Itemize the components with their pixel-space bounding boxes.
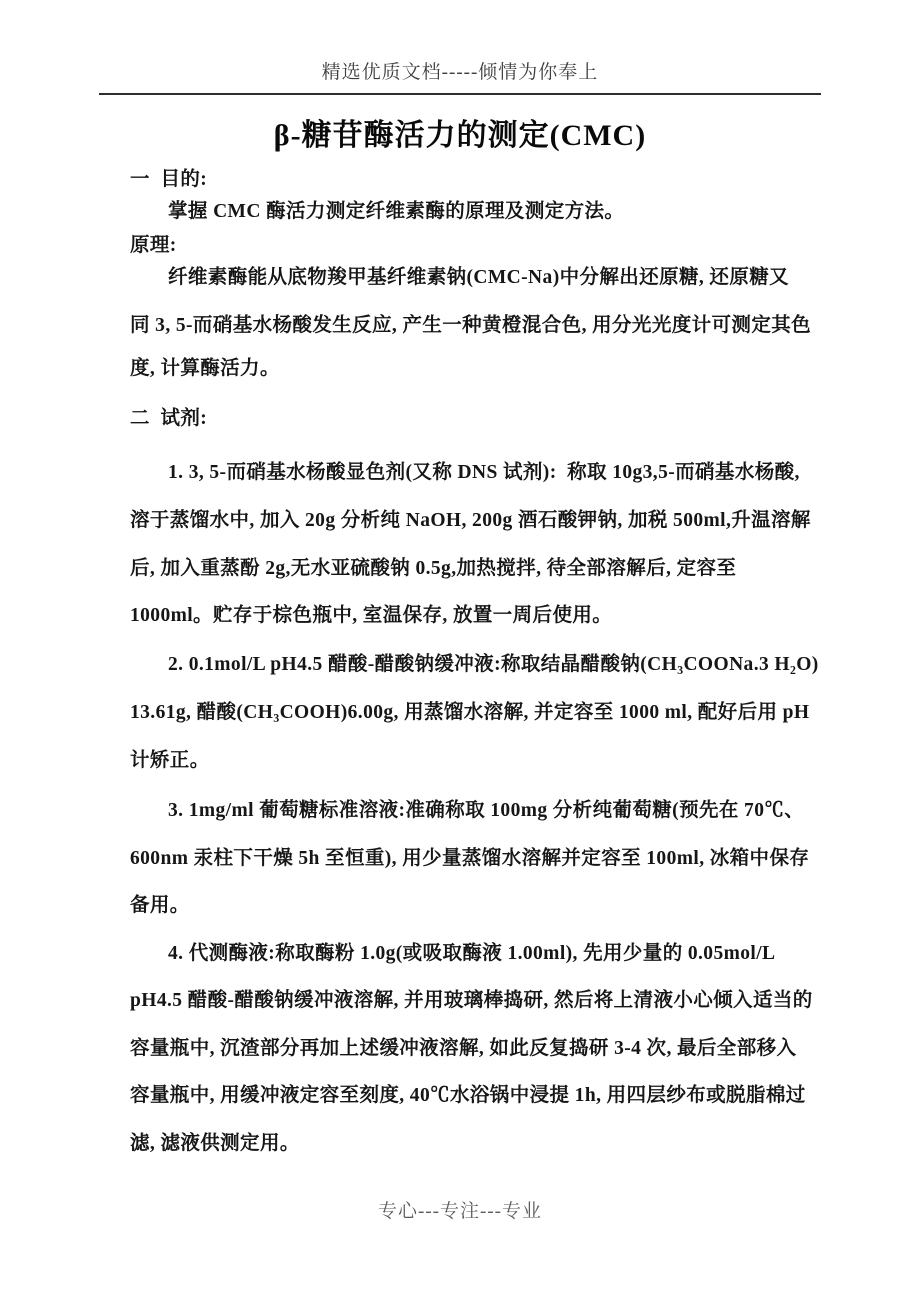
document-line: 计矫正。 xyxy=(130,750,210,771)
document-line: 滤, 滤液供测定用。 xyxy=(130,1133,300,1154)
document-line: 备用。 xyxy=(130,895,190,916)
document-line: pH4.5 醋酸-醋酸钠缓冲液溶解, 并用玻璃棒捣研, 然后将上清液小心倾入适当的 xyxy=(130,990,813,1011)
footer-slogan: 专心---专注---专业 xyxy=(378,1201,542,1222)
document-line: 掌握 CMC 酶活力测定纤维素酶的原理及测定方法。 xyxy=(168,201,625,222)
document-line: 容量瓶中, 沉渣部分再加上述缓冲液溶解, 如此反复捣研 3-4 次, 最后全部移入 xyxy=(130,1038,797,1059)
document-line: 1. 3, 5-而硝基水杨酸显色剂(又称 DNS 试剂): 称取 10g3,5-而硝基水杨酸, xyxy=(168,462,800,483)
section-heading-principle: 原理: xyxy=(130,235,177,256)
header-slogan: 精选优质文档-----倾情为你奉上 xyxy=(321,62,599,83)
document-line: 4. 代测酶液:称取酶粉 1.0g(或吸取酶液 1.00ml), 先用少量的 0.05mol/L xyxy=(168,943,776,964)
document-line: 溶于蒸馏水中, 加入 20g 分析纯 NaOH, 200g 酒石酸钾钠, 加税 500ml,升温溶解 xyxy=(130,510,811,531)
document-line: 1000ml。贮存于棕色瓶中, 室温保存, 放置一周后使用。 xyxy=(130,605,613,626)
header-divider xyxy=(99,93,821,95)
document-line: 600nm 汞柱下干燥 5h 至恒重), 用少量蒸馏水溶解并定容至 100ml, 冰箱中保存 xyxy=(130,848,810,869)
document-line: 13.61g, 醋酸(CH₃COOH)6.00g, 用蒸馏水溶解, 并定容至 1000 ml, 配好后用 pH xyxy=(130,702,810,723)
section-heading-purpose: 一 目的: xyxy=(130,169,208,190)
document-line: 2. 0.1mol/L pH4.5 醋酸-醋酸钠缓冲液:称取结晶醋酸钠(CH₃COONa.3 H₂O) xyxy=(168,654,819,675)
document-line: 3. 1mg/ml 葡萄糖标准溶液:准确称取 100mg 分析纯葡萄糖(预先在 70℃、 xyxy=(168,800,805,821)
document-line: 度, 计算酶活力。 xyxy=(130,358,280,379)
section-heading-reagents: 二 试剂: xyxy=(130,408,208,429)
page-title: β-糖苷酶活力的测定(CMC) xyxy=(273,119,647,152)
document-line: 同 3, 5-而硝基水杨酸发生反应, 产生一种黄橙混合色, 用分光光度计可测定其色 xyxy=(130,315,812,336)
document-line: 容量瓶中, 用缓冲液定容至刻度, 40℃水浴锅中浸提 1h, 用四层纱布或脱脂棉过 xyxy=(130,1085,806,1106)
document-line: 纤维素酶能从底物羧甲基纤维素钠(CMC-Na)中分解出还原糖, 还原糖又 xyxy=(168,267,790,288)
document-line: 后, 加入重蒸酚 2g,无水亚硫酸钠 0.5g,加热搅拌, 待全部溶解后, 定容至 xyxy=(130,558,737,579)
